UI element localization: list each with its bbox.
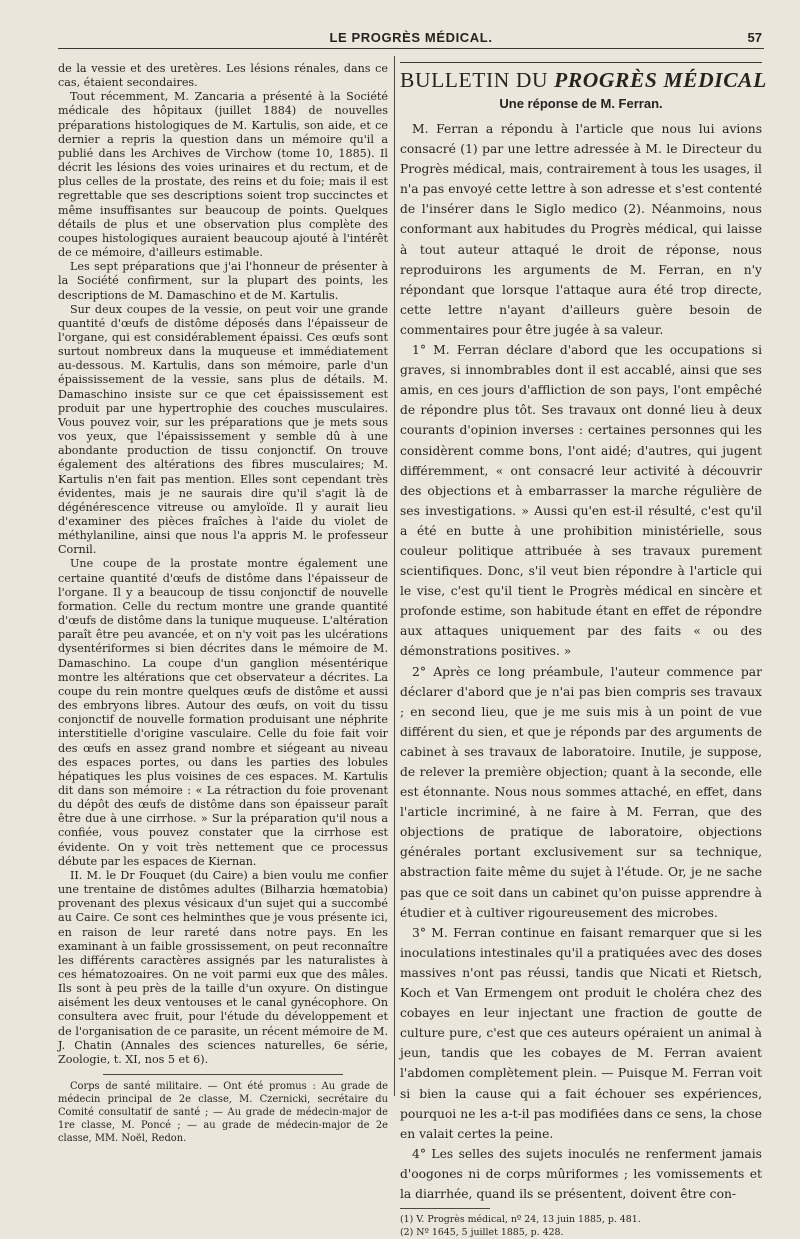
left-column: [58, 62, 388, 1146]
paragraph: Une coupe de la prostate montre également une certaine quantité d'œufs de distôme dans l'épaisseur de l'organe. Il y a beaucoup de tissu conjonctif de nouvelle formation. Celle du rectum montre une grande quantité d'œufs de distôme dans la tunique muqueuse. L'altération paraît être peu avancée, et on n'y voit pas les ulcérations dysentériformes si bien décrites dans le mémoire de M. Damaschino. La coupe d'un ganglion mésentérique montre les altérations que cet observateur a décrites. La coupe du rein montre quelques œufs de distôme et aussi des embryons libres. Autour des œufs, on voit du tissu conjonctif de nouvelle formation produisant une néphrite interstitielle d'origine vasculaire. Celle du foie fait voir des œufs en assez grand nombre et siégeant au niveau des espaces portes, ou dans les parties des lobules hépatiques les plus voisines de ces espaces. M. Kartulis dit dans son mémoire : « La rétraction du foie provenant du dépôt des œufs de distôme dans son épaisseur paraît être due à une cirrhose. » Sur la préparation qu'il nous a confiée, vous pouvez constater que la cirrhose est évidente. On y voit très nettement que ce processus débute par les espaces de Kiernan.: [58, 557, 388, 868]
bulletin-title: [400, 67, 767, 93]
right-column: [400, 62, 767, 1239]
paragraph: M. Ferran a répondu à l'article que nous lui avions consacré (1) par une lettre adressée à M. le Directeur du Progrès médical, mais, contrairement à tous les usages, il n'a pas envoyé cette lettre à son adresse et s'est contenté de l'insérer dans le Siglo medico (2). Néanmoins, nous conformant aux habitudes du Progrès médical, qui laisse à tout auteur attaqué le droit de réponse, nous reproduirons les arguments de M. Ferran, en n'y répondant que lorsque l'attaque aura été trop directe, cette lettre n'ayant d'ailleurs guère besoin de commentaires pour être jugée à sa valeur.: [400, 122, 762, 337]
footnote: (1) V. Progrès médical, nº 24, 13 juin 1885, p. 481.: [400, 1214, 641, 1226]
bulletin-title-roman: BULLETIN DU: [400, 68, 549, 92]
paragraph: 2° Après ce long préambule, l'auteur commence par déclarer d'abord que je n'ai pas bien compris ses travaux ; en second lieu, que je me suis mis à un point de vue différent du sien, et que je réponds par des arguments de cabinet à ses travaux de laboratoire. Inutile, je suppose, de relever la première objection; quant à la seconde, elle est étonnante. Nous nous sommes attaché, en effet, dans l'article incriminé, à ne faire à M. Ferran, que des objections de pratique de laboratoire, objections générales portant exclusivement sur sa technique, abstraction faite même du sujet à l'étude. Or, je ne sache pas que ce soit dans un cabinet qu'on puisse apprendre à étudier et à cultiver rigoureusement des microbes.: [400, 664, 762, 920]
bulletin-title-italic: PROGRÈS MÉDICAL: [554, 68, 767, 92]
paragraph: Tout récemment, M. Zancaria a présenté à la Société médicale des hôpitaux (juillet 1884) de nouvelles préparations histologiques de M. Kartulis, son aide, et ce dernier a repris la question dans un mémoire qu'il a publié dans les Archives de Virchow (tome 10, 1885). Il décrit les lésions des voies urinaires et du rectum, et de plus celles de la prostate, des reins et du foie; mais il est regrettable que ses descriptions soient trop succinctes et même insuffisantes sur beaucoup de points. Quelques détails de plus et une observation plus complète des coupes histologiques auraient beaucoup ajouté à l'intérêt de ce mémoire, d'ailleurs estimable.: [58, 90, 388, 260]
paragraph: 1° M. Ferran déclare d'abord que les occupations si graves, si innombrables dont il est accablé, ainsi que ses amis, en ces jours d'affliction de son pays, l'ont empêché de répondre plus tôt. Ses travaux ont donné lieu à deux courants d'opinion inverses : certaines personnes qui les considèrent comme bons, l'ont aidé; d'autres, qui jugent différemment, « ont consacré leur activité à découvrir des objections et à embarrasser la marche régulière de ses investigations. » Aussi qu'en est-il résulté, c'est qu'il a été en butte à une prohibition ministérielle, sous couleur politique attribuée à ses travaux purement scientifiques. Donc, s'il veut bien répondre à l'article qui le vise, c'est qu'il tient le Progrès médical en sincère et profonde estime, son habitude étant en effet de répondre aux attaques uniquement par des faits « ou des démonstrations positives. »: [400, 343, 762, 659]
paragraph: de la vessie et des uretères. Les lésions rénales, dans ce cas, étaient secondaires.: [58, 62, 388, 90]
section-divider: [103, 1074, 343, 1075]
footnote-rule: [400, 1208, 490, 1209]
page-number: 57: [747, 30, 762, 45]
running-header: [58, 30, 764, 49]
paragraph: II. M. le Dr Fouquet (du Caire) a bien voulu me confier une trentaine de distômes adultes (Bilharzia hœmatobia) provenant des plexus vésicaux d'un sujet qui a succombé au Caire. Ce sont ces helminthes que je vous présente ici, en raison de leur rareté dans notre pays. En les examinant à un faible grossissement, on peut reconnaître les différents caractères assignés par les naturalistes à ces hématozoaires. On ne voit parmi eux que des mâles. Ils sont à peu près de la taille d'un oxyure. On distingue aisément les deux ventouses et le canal gynécophore. On consultera avec fruit, pour l'étude du développement et de l'organisation de ce parasite, un récent mémoire de M. J. Chatin (Annales des sciences naturelles, 6e série, Zoologie, t. XI, nos 5 et 6).: [58, 868, 388, 1066]
military-notice: Corps de santé militaire. — Ont été promus : Au grade de médecin principal de 2e classe, M. Czernicki, secrétaire du Comité consultatif de santé ; — Au grade de médecin-major de 1re classe, M. Poncé ; — au grade de médecin-major de 2e classe, MM. Noël, Redon.: [58, 1081, 388, 1145]
paragraph: Sur deux coupes de la vessie, on peut voir une grande quantité d'œufs de distôme déposés dans l'épaisseur de l'organe, qui est considérablement épaissi. Ces œufs sont surtout nombreux dans la muqueuse et immédiatement au-dessous. M. Kartulis, dans son mémoire, parle d'un épaississement de la vessie, sans plus de détails. M. Damaschino insiste sur ce que cet épaississement est produit par une hypertrophie des couches musculaires. Vous pouvez voir, sur les préparations que je mets sous vos yeux, que l'épaississement y semble dû à une abondante production de tissu conjonctif. On trouve également des altérations des fibres musculaires; M. Kartulis n'en fait pas mention. Elles sont cependant très évidentes, mais je ne saurais dire qu'il s'agit là de dégénérescence vitreuse ou amyloïde. Il y aurait lieu d'examiner des pièces fraîches à l'aide du violet de méthylaniline, ainsi que nous l'a appris M. le professeur Cornil.: [58, 302, 388, 557]
running-title: LE PROGRÈS MÉDICAL.: [329, 30, 493, 45]
paragraph: 3° M. Ferran continue en faisant remarquer que si les inoculations intestinales qu'il a pratiquées avec des doses massives n'ont pas réussi, tandis que Nicati et Rietsch, Koch et Van Ermengem ont produit le choléra chez des cobayes en leur injectant une fraction de goutte de culture pure, c'est que ces auteurs opéraient un animal à jeun, tandis que les cobayes de M. Ferran avaient l'abdomen complètement plein. — Puisque M. Ferran voit si bien la cause qui a fait échouer ses expériences, pourquoi ne les a-t-il pas modifiées dans ce sens, la chose en valait certes la peine.: [400, 925, 762, 1141]
column-divider: [394, 56, 395, 1096]
footnotes: [400, 1213, 762, 1239]
bulletin-top-rule: [400, 62, 762, 63]
article-subtitle: Une réponse de M. Ferran.: [499, 96, 663, 111]
paragraph: 4° Les selles des sujets inoculés ne renferment jamais d'oogones ni de corps mûriformes ; les vomissements et la diarrhée, quand ils se présentent, doivent être con-: [400, 1146, 762, 1201]
paragraph: Les sept préparations que j'ai l'honneur de présenter à la Société confirment, sur la plupart des points, les descriptions de M. Damaschino et de M. Kartulis.: [58, 260, 388, 302]
footnote: (2) Nº 1645, 5 juillet 1885, p. 428.: [400, 1227, 564, 1239]
